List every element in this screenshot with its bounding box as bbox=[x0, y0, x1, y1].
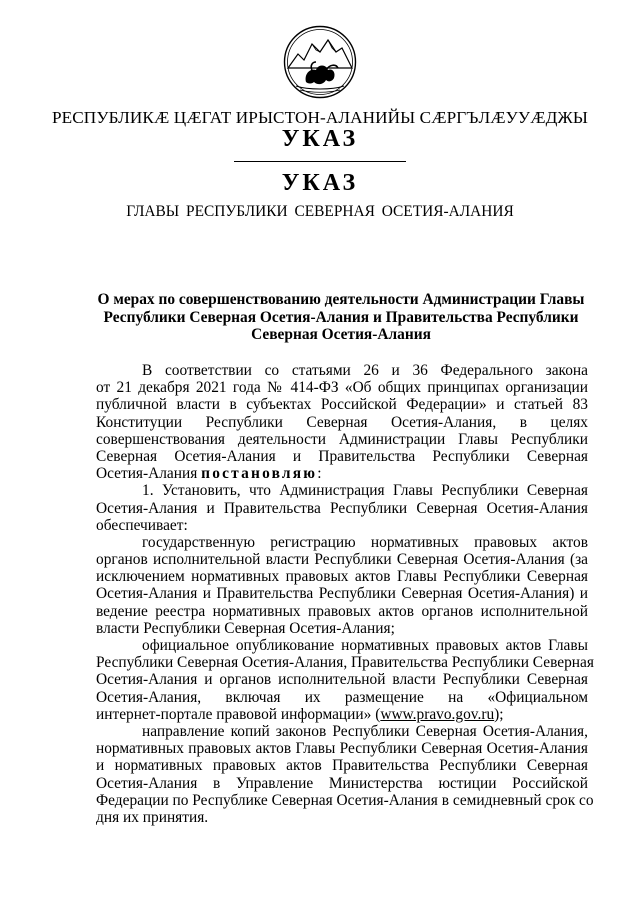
head-of-republic-title: ГЛАВЫ РЕСПУБЛИКИ СЕВЕРНАЯ ОСЕТИЯ-АЛАНИЯ bbox=[126, 203, 514, 220]
body-line: государственную регистрацию нормативных правовых актов bbox=[142, 533, 588, 551]
body-line: Осетия-Алания в Управление Министерства юстиции Российской bbox=[96, 774, 588, 792]
body-line: от 21 декабря 2021 года № 414-ФЗ «Об общих принципах организации bbox=[96, 379, 588, 397]
body-line: Осетия-Алания, включая их размещение на «Официальном bbox=[96, 688, 588, 706]
body-line: исключением нормативных правовых актов Главы Республики Северная bbox=[96, 568, 588, 586]
decree-title-line: Северная Осетия-Алания bbox=[251, 326, 431, 344]
body-line: Северная Осетия-Алания и Правительства Республики Северная bbox=[96, 447, 588, 465]
body-line: Осетия-Алания и Правительства Республики Северная Осетия-Алания) и bbox=[96, 585, 588, 603]
body-line: Федерации по Республике Северная Осетия-Алания в семидневный срок со bbox=[96, 791, 594, 809]
body-line: Конституции Республики Северная Осетия-Алания, в целях bbox=[96, 413, 588, 431]
coat-of-arms-emblem bbox=[282, 24, 358, 100]
body-line: 1. Установить, что Администрация Главы Республики Северная bbox=[142, 482, 588, 500]
body-line: В соответствии со статьями 26 и 36 Федерального закона bbox=[142, 362, 588, 379]
header-divider bbox=[234, 161, 406, 162]
body-text-fragment: интернет-портале правовой информации» ( bbox=[96, 705, 381, 723]
republic-name-ossetian: РЕСПУБЛИКӔ ЦӔГАТ ИРЫСТОН-АЛАНИЙЫ СӔРГЪЛӔУУӔДЖЫ bbox=[51, 108, 588, 127]
body-line: ведение реестра нормативных правовых актов органов исполнительной bbox=[96, 602, 588, 620]
body-line: официальное опубликование нормативных правовых актов Главы bbox=[142, 637, 588, 654]
decree-title-line: О мерах по совершенствованию деятельности Администрации Главы bbox=[97, 291, 585, 308]
decree-title bbox=[94, 291, 588, 344]
body-line: Осетия-Алания и Правительства Республики Северная Осетия-Алания bbox=[96, 499, 588, 517]
decree-body bbox=[96, 362, 594, 826]
body-line: власти Республики Северная Осетия-Алания; bbox=[96, 619, 395, 637]
body-line: обеспечивает: bbox=[96, 516, 188, 534]
body-line: нормативных правовых актов Главы Республики Северная Осетия-Алания bbox=[96, 740, 588, 758]
pravo-gov-link[interactable]: www.pravo.gov.ru bbox=[380, 705, 495, 723]
body-line: органов исполнительной власти Республики Северная Осетия-Алания (за bbox=[96, 551, 588, 569]
body-text-fragment: Осетия-Алания bbox=[96, 465, 202, 483]
body-line: Осетия-Алания и органов исполнительной власти Республики Северная bbox=[96, 671, 588, 689]
decree-heading-russian: УКАЗ bbox=[281, 170, 359, 196]
body-line: и нормативных правовых актов Правительства Республики Северная bbox=[96, 757, 588, 775]
body-line bbox=[96, 465, 588, 482]
body-text-fragment: : bbox=[317, 465, 322, 483]
body-text-fragment: ); bbox=[494, 705, 504, 723]
decree-heading-ossetian: УКАЗ bbox=[281, 126, 359, 152]
decree-title-line: Республики Северная Осетия-Алания и Правительства Республики bbox=[103, 308, 579, 326]
body-line: Республики Северная Осетия-Алания, Правительства Республики Северная bbox=[96, 654, 594, 672]
body-line: дня их принятия. bbox=[96, 808, 209, 826]
body-line bbox=[96, 706, 588, 723]
body-line: публичной власти в субъектах Российской Федерации» и статьей 83 bbox=[96, 396, 588, 414]
body-line: совершенствования деятельности Администрации Главы Республики bbox=[96, 430, 588, 448]
body-line: направление копий законов Республики Северная Осетия-Алания, bbox=[142, 722, 588, 740]
decree-verb: постановляю bbox=[201, 465, 318, 483]
